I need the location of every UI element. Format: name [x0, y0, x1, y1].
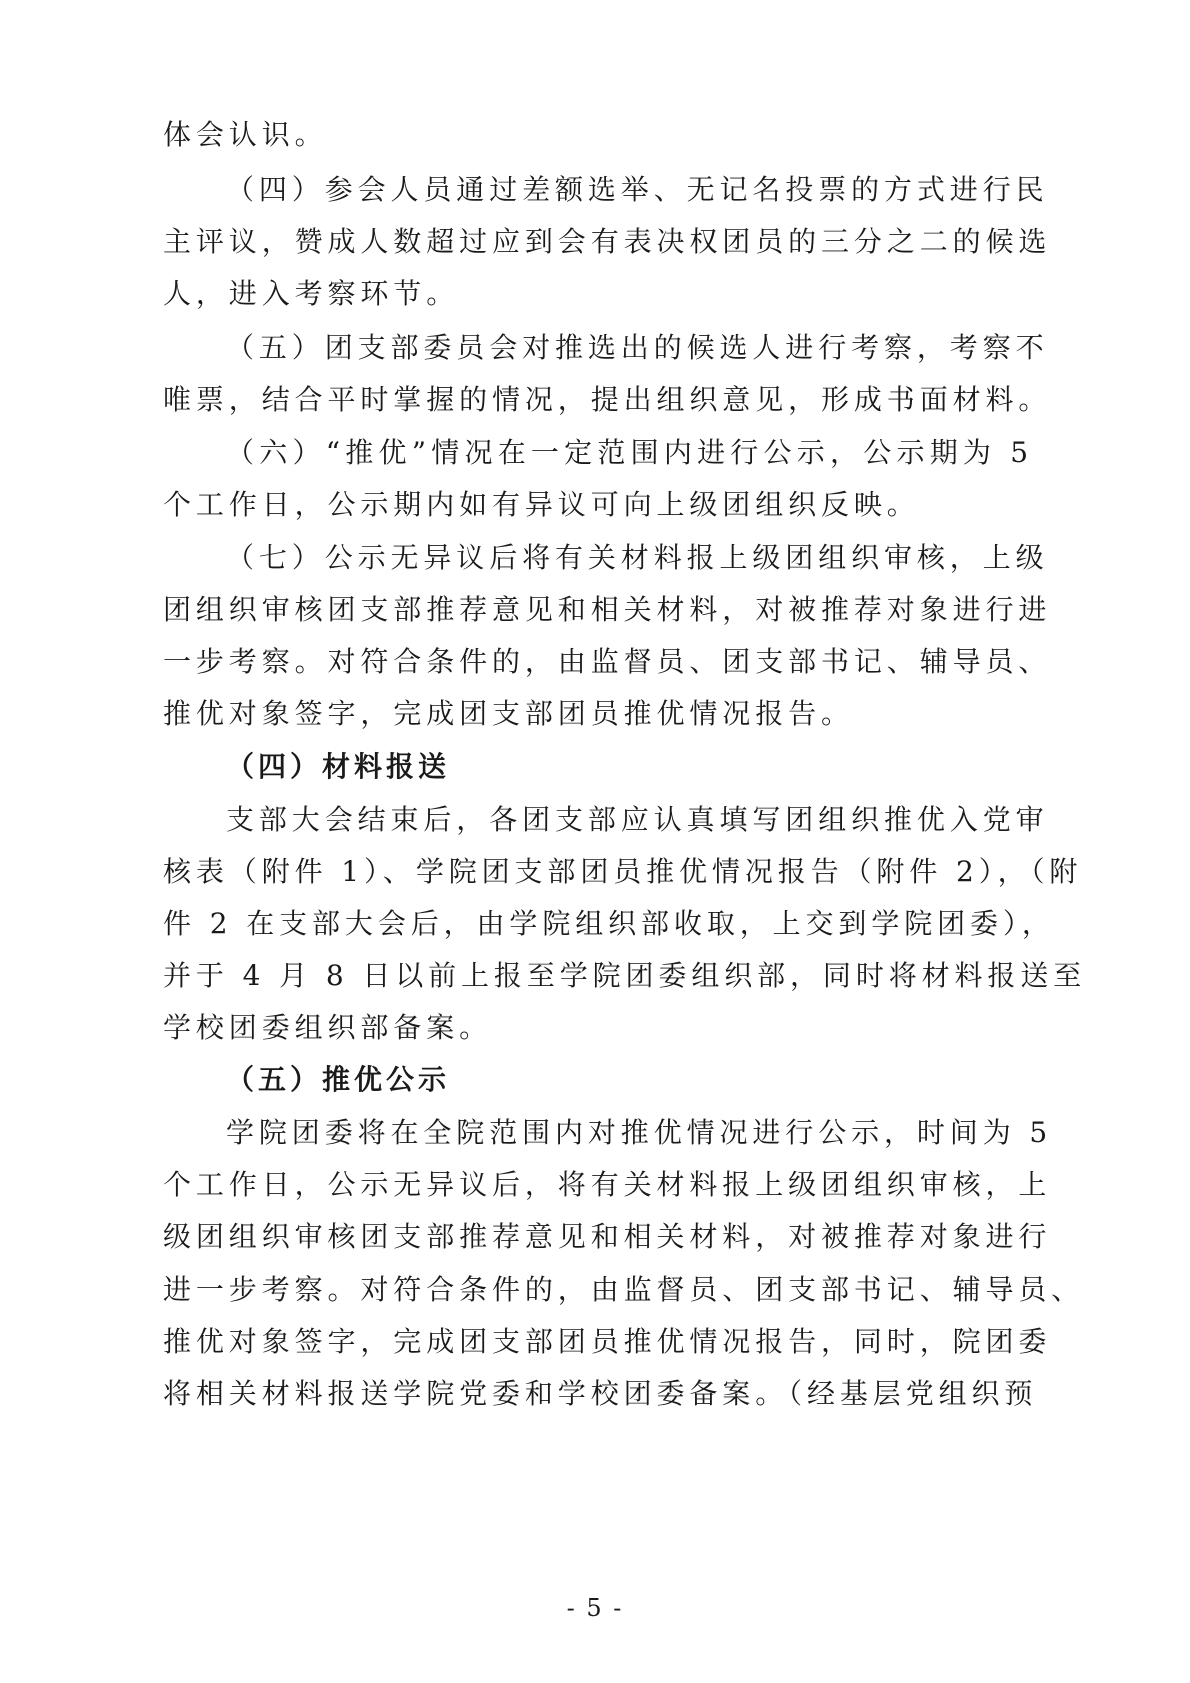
paragraph-line: 支部大会结束后，各团支部应认真填写团组织推优入党审	[226, 803, 1049, 836]
paragraph-line: 推优对象签字，完成团支部团员推优情况报告。	[163, 697, 854, 730]
section-heading: （五）推优公示	[226, 1063, 451, 1096]
paragraph-line: 件 2 在支部大会后，由学院组织部收取，上交到学院团委），	[163, 907, 1055, 940]
paragraph-line: 学院团委将在全院范围内对推优情况进行公示，时间为 5	[226, 1116, 1053, 1149]
paragraph-line: 级团组织审核团支部推荐意见和相关材料，对被推荐对象进行	[163, 1220, 1052, 1253]
paragraph-line: （五）团支部委员会对推选出的候选人进行考察，考察不	[226, 331, 1049, 364]
paragraph-line: 个工作日，公示无异议后，将有关材料报上级团组织审核，上	[163, 1168, 1052, 1201]
paragraph-line: 推优对象签字，完成团支部团员推优情况报告，同时，院团委	[163, 1325, 1052, 1358]
paragraph-line: （四）参会人员通过差额选举、无记名投票的方式进行民	[226, 173, 1049, 206]
paragraph-line: 人，进入考察环节。	[163, 277, 460, 310]
paragraph-line: 并于 4 月 8 日以前上报至学院团委组织部，同时将材料报送至	[163, 959, 1087, 992]
paragraph-line: 团组织审核团支部推荐意见和相关材料，对被推荐对象进行进	[163, 593, 1052, 626]
paragraph-line: 将相关材料报送学院党委和学校团委备案。（经基层党组织预	[163, 1377, 1038, 1410]
paragraph-line: （七）公示无异议后将有关材料报上级团组织审核，上级	[226, 541, 1049, 574]
paragraph-line: 进一步考察。对符合条件的，由监督员、团支部书记、辅导员、	[163, 1273, 1085, 1306]
paragraph-line: （六）“推优”情况在一定范围内进行公示，公示期为 5	[226, 436, 1033, 469]
paragraph-line: 个工作日，公示期内如有异议可向上级团组织反映。	[163, 488, 920, 521]
section-heading: （四）材料报送	[226, 750, 451, 783]
paragraph-line: 主评议，赞成人数超过应到会有表决权团员的三分之二的候选	[163, 225, 1052, 258]
paragraph-line: 体会认识。	[163, 118, 328, 151]
paragraph-line: 一步考察。对符合条件的，由监督员、团支部书记、辅导员、	[163, 645, 1052, 678]
paragraph-line: 唯票，结合平时掌握的情况，提出组织意见，形成书面材料。	[163, 383, 1052, 416]
paragraph-line: 学校团委组织部备案。	[163, 1011, 493, 1044]
paragraph-line: 核表（附件 1）、学院团支部团员推优情况报告（附件 2），（附	[163, 855, 1083, 888]
page-number: - 5 -	[566, 1594, 624, 1622]
